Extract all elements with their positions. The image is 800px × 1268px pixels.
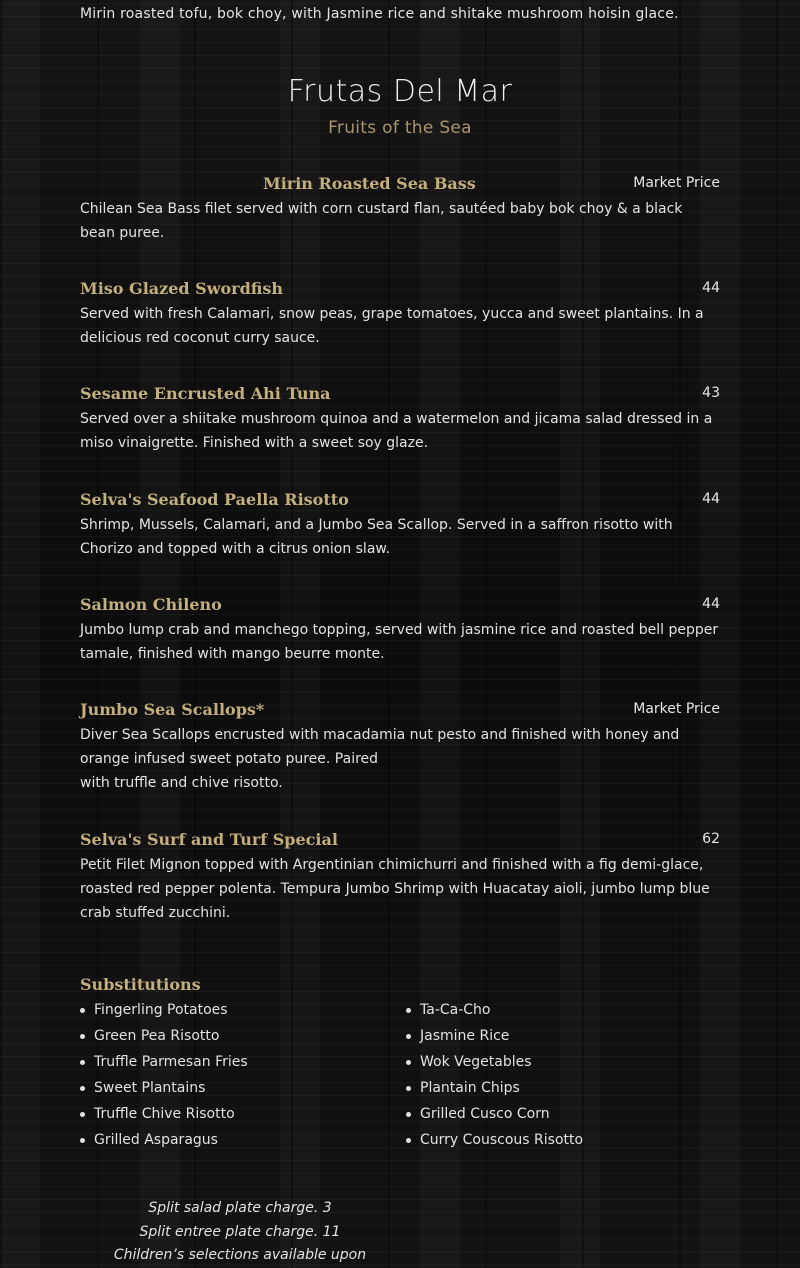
- dish-description: Chilean Sea Bass filet served with corn custard flan, sautéed baby bok choy & a black bean puree.: [80, 201, 683, 241]
- dish-price: Market Price: [633, 701, 720, 717]
- menu-item-sea-scallops: [80, 700, 720, 795]
- dish-description: Served with fresh Calamari, snow peas, grape tomatoes, yucca and sweet plantains. In a delicious red coconut curry sauce.: [80, 306, 704, 346]
- substitution-item: Wok Vegetables: [406, 1052, 583, 1078]
- menu-item-salmon-chileno: [80, 595, 720, 666]
- section-subtitle: Fruits of the Sea: [328, 118, 472, 138]
- substitutions-title: Substitutions: [80, 975, 201, 994]
- dish-name: Salmon Chileno: [80, 595, 222, 614]
- substitution-item: Curry Couscous Risotto: [406, 1130, 583, 1156]
- note-line: Split entree plate charge. 11: [139, 1223, 341, 1240]
- dish-price: 44: [702, 596, 720, 612]
- dish-description-line: Diver Sea Scallops encrusted with macadamia nut pesto and finished with honey and orange infused sweet potato puree. Paired: [80, 727, 680, 767]
- dish-name: Mirin Roasted Sea Bass: [263, 174, 476, 193]
- dish-name: Jumbo Sea Scallops*: [80, 700, 265, 719]
- substitution-item: Grilled Cusco Corn: [406, 1104, 583, 1130]
- substitutions-list-right: [406, 1000, 583, 1156]
- substitution-item: Jasmine Rice: [406, 1026, 583, 1052]
- dish-description: [80, 723, 720, 795]
- menu-item-surf-and-turf: [80, 830, 720, 925]
- menu-item-ahi-tuna: [80, 384, 720, 455]
- substitution-item: Green Pea Risotto: [80, 1026, 248, 1052]
- dish-name: Sesame Encrusted Ahi Tuna: [80, 384, 331, 403]
- previous-dish-description: Mirin roasted tofu, bok choy, with Jasmine rice and shitake mushroom hoisin glace.: [80, 6, 679, 22]
- dish-description-line: with truffle and chive risotto.: [80, 775, 283, 791]
- note-line: Split salad plate charge. 3: [148, 1200, 332, 1216]
- menu-item-paella-risotto: [80, 490, 720, 561]
- substitution-item: Grilled Asparagus: [80, 1130, 248, 1156]
- substitution-item: Ta-Ca-Cho: [406, 1000, 583, 1026]
- menu-item-swordfish: [80, 279, 720, 350]
- dish-price: 44: [702, 491, 720, 507]
- substitution-item: Plantain Chips: [406, 1078, 583, 1104]
- dish-name: Selva's Surf and Turf Special: [80, 830, 338, 849]
- substitution-item: Truffle Parmesan Fries: [80, 1052, 248, 1078]
- menu-item-sea-bass: [80, 174, 720, 245]
- dish-description: Jumbo lump crab and manchego topping, served with jasmine rice and roasted bell pepper tamale, finished with mango beurre monte.: [80, 622, 719, 662]
- dish-price: 43: [702, 385, 720, 401]
- substitution-item: Sweet Plantains: [80, 1078, 248, 1104]
- substitution-item: Fingerling Potatoes: [80, 1000, 248, 1026]
- dish-description: Served over a shiitake mushroom quinoa and a watermelon and jicama salad dressed in a miso vinaigrette. Finished with a sweet soy glaze.: [80, 411, 713, 451]
- dish-price: 62: [702, 831, 720, 847]
- section-title: Frutas Del Mar: [287, 74, 513, 109]
- dish-price: Market Price: [633, 175, 720, 191]
- note-line: Children’s selections available upon: [113, 1247, 367, 1263]
- dish-price: 44: [702, 280, 720, 296]
- dish-description: Petit Filet Mignon topped with Argentinian chimichurri and finished with a fig demi-glace, roasted red pepper polenta. Tempura Jumbo Shrimp with Huacatay aioli, jumbo lump blue crab stuffed zucchini.: [80, 857, 710, 921]
- substitutions-list-left: [80, 1000, 248, 1156]
- plate-charge-notes: [80, 1197, 400, 1268]
- dish-description: Shrimp, Mussels, Calamari, and a Jumbo Sea Scallop. Served in a saffron risotto with Chorizo and topped with a citrus onion slaw.: [80, 517, 673, 557]
- dish-name: Miso Glazed Swordfish: [80, 279, 284, 298]
- dish-name: Selva's Seafood Paella Risotto: [80, 490, 349, 509]
- substitution-item: Truffle Chive Risotto: [80, 1104, 248, 1130]
